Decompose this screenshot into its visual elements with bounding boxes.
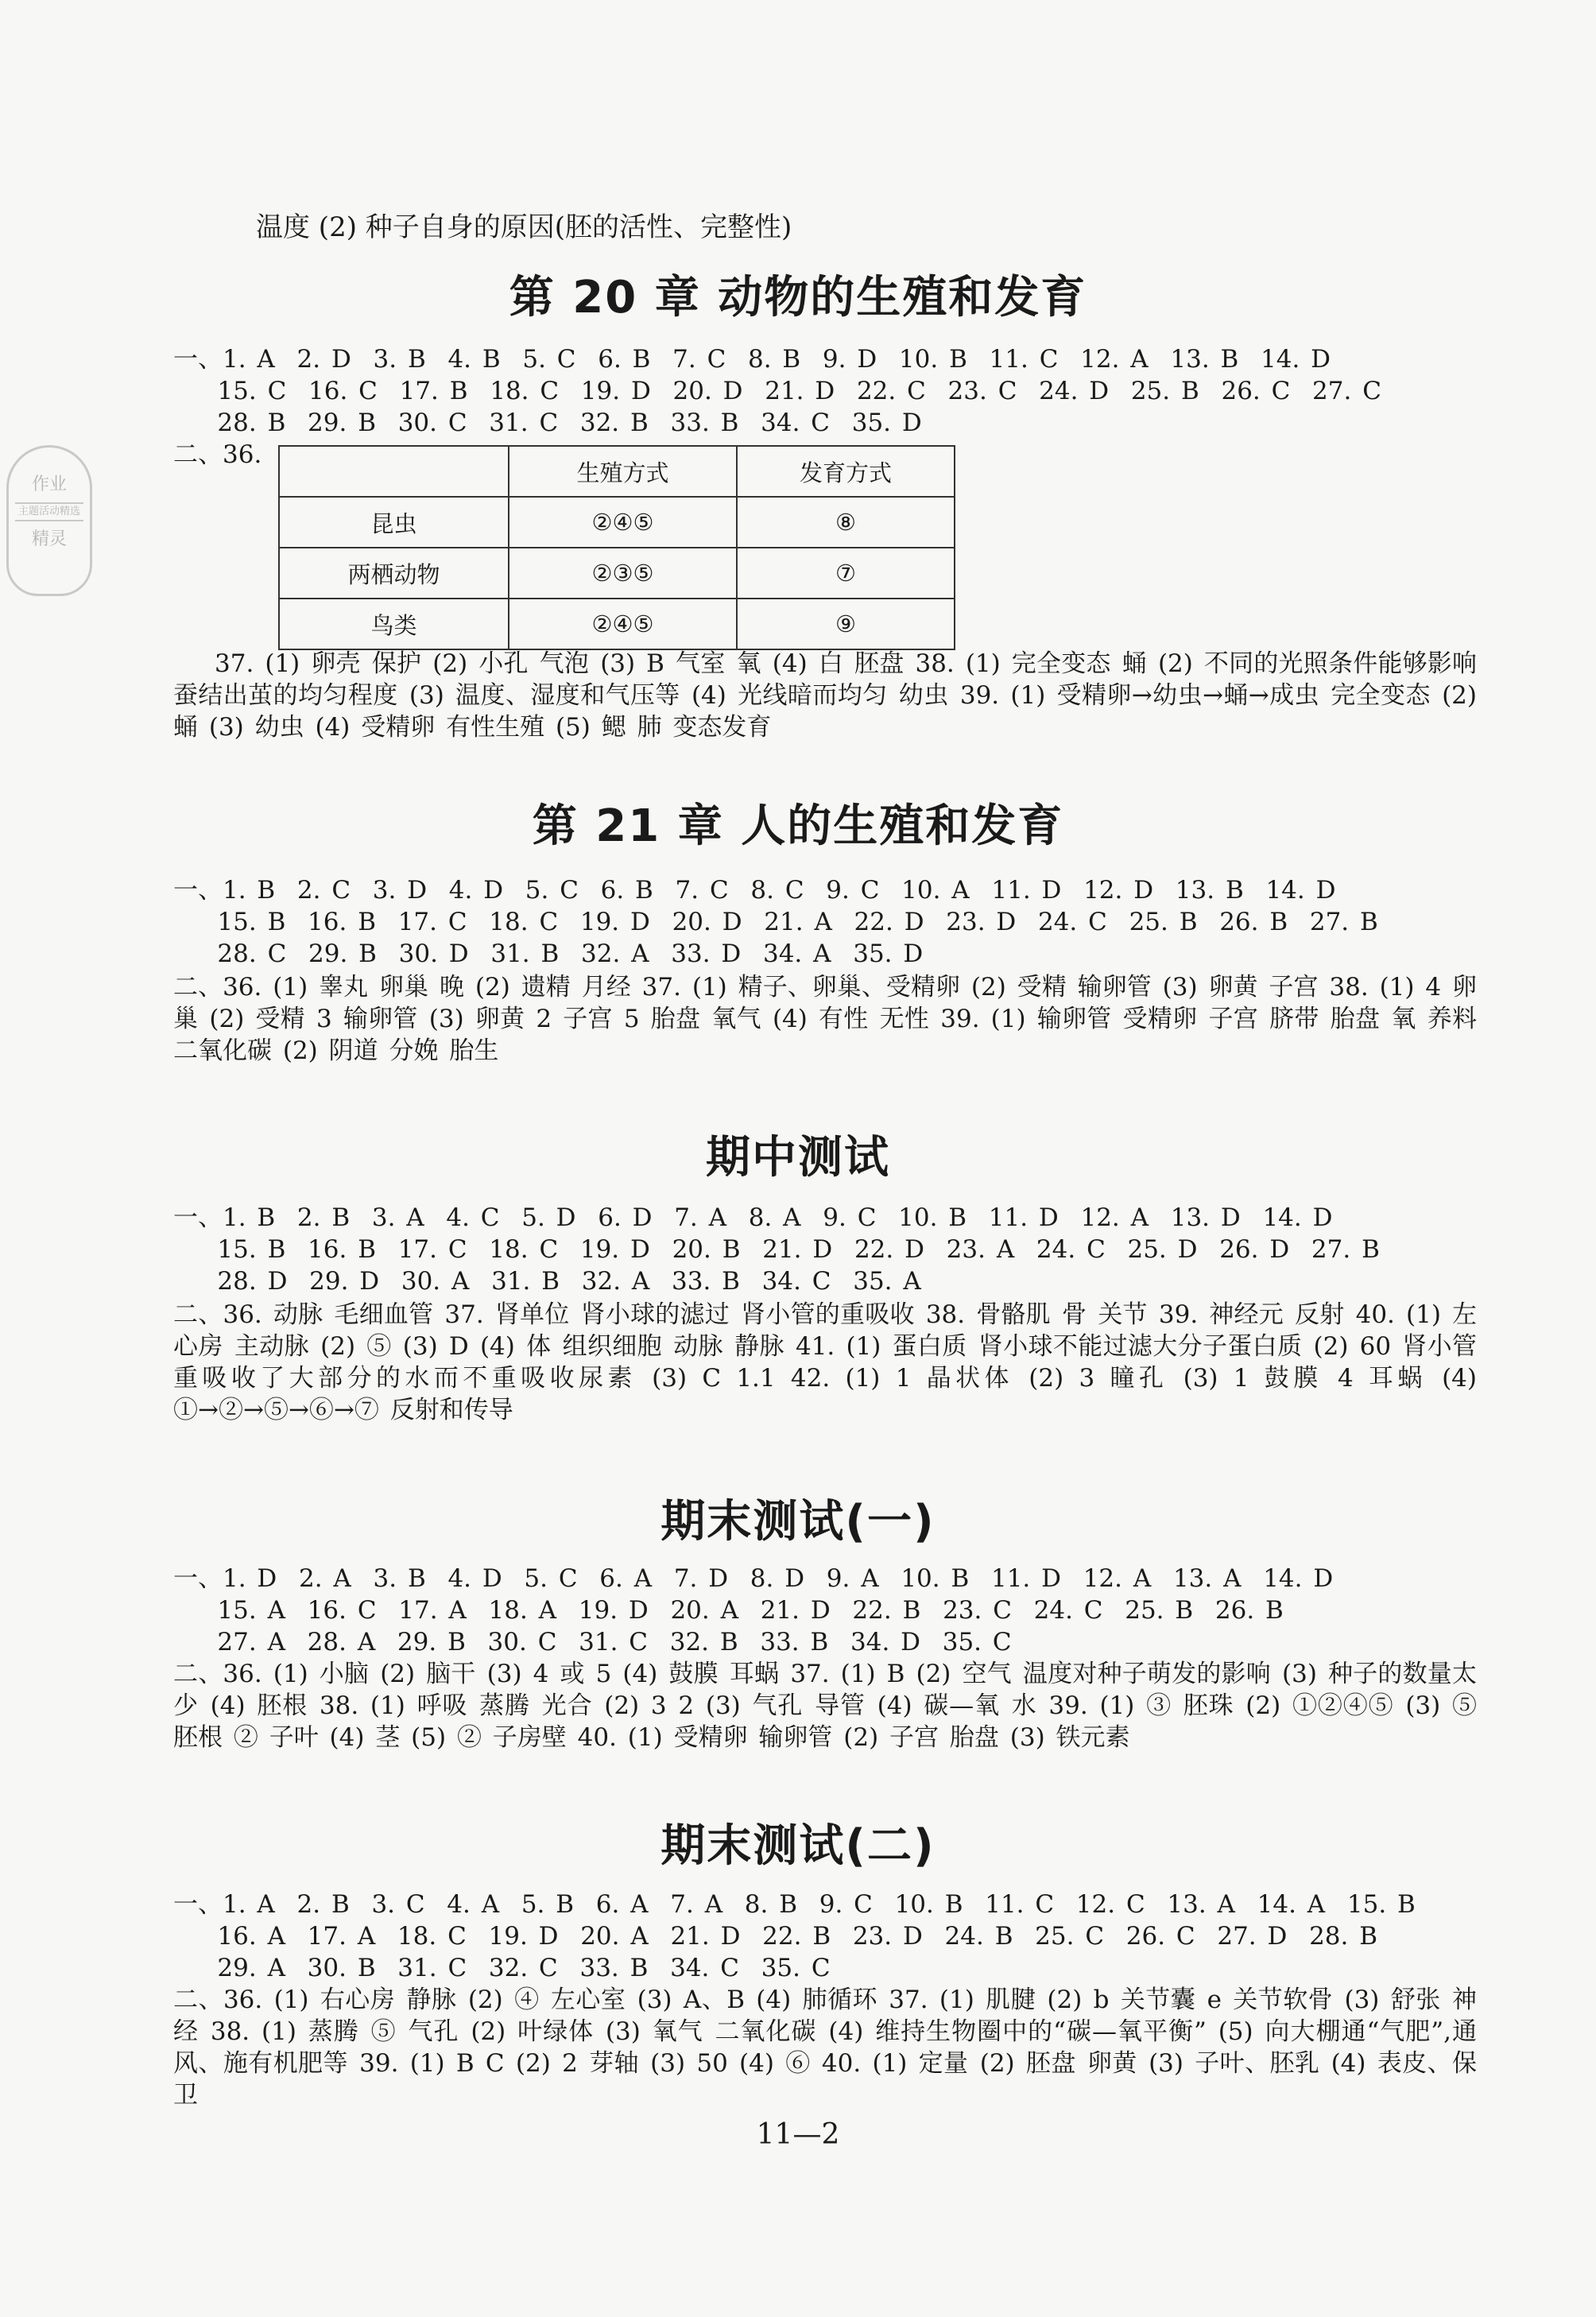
mc-line: 一、1. B 2. B 3. A 4. C 5. D 6. D 7. A 8. A 9. C 10. B 11. D 12. A 13. D 14. D [173,1203,1333,1232]
stamp-line2: 主题活动精选 [15,502,83,521]
table-cell: ②④⑤ [509,497,737,548]
fill-in-answers: 37. (1) 卵壳 保护 (2) 小孔 气泡 (3) B 气室 氧 (4) 白 胚盘 38. (1) 完全变态 蛹 (2) 不同的光照条件能够影响蚕结出茧的均匀程度 (3) 温度、湿度和气压等 (4) 光线暗而均匀 幼虫 39. (1) 受精卵→幼虫→蛹→成虫 完全变态 (2) 蛹 (3) 幼虫 (4) 受精卵 有性生殖 (5) 鳃 肺 变态发育 [173,649,1477,742]
page-number: 11—2 [756,2118,840,2151]
mc-line: 15. B 16. B 17. C 18. C 19. D 20. D 21. A 22. D 23. D 24. C 25. B 26. B 27. B [173,908,1378,936]
multiple-choice-answers [173,1202,1477,1297]
watermark-stamp [6,445,92,596]
table-cell: ⑨ [737,599,955,649]
mc-line: 29. A 30. B 31. C 32. C 33. B 34. C 35. C [173,1954,831,1982]
table-cell: 鸟类 [279,599,509,649]
stamp-line1: 作业 [31,475,67,494]
mc-line: 一、1. A 2. D 3. B 4. B 5. C 6. B 7. C 8. B 9. D 10. B 11. C 12. A 13. B 14. D [173,345,1331,374]
answer-table [278,445,955,650]
fill-in-answers: 二、36. (1) 右心房 静脉 (2) ④ 左心室 (3) A、B (4) 肺循环 37. (1) 肌腱 (2) b 关节囊 e 关节软骨 (3) 舒张 神经 38. (1) 蒸腾 ⑤ 气孔 (2) 叶绿体 (3) 氧气 二氧化碳 (4) 维持生物圈中的“碳—氧平衡” (5) 向大棚通“气肥”,通风、施有机肥等 39. (1) B C (2) 2 芽轴 (3) 50 (4) ⑥ 40. (1) 定量 (2) 胚盘 卵黄 (3) 子叶、胚乳 (4) 表皮、保卫 [173,1986,1477,2110]
chapter-title: 期末测试(二) [660,1820,936,1872]
intro-line: 温度 (2) 种子自身的原因(胚的活性、完整性) [256,211,792,243]
table-cell: ⑧ [737,497,955,548]
mc-line: 15. B 16. B 17. C 18. C 19. D 20. B 21. D 22. D 23. A 24. C 25. D 26. D 27. B [173,1235,1380,1264]
multiple-choice-answers [173,1563,1477,1658]
mc-line: 28. D 29. D 30. A 31. B 32. A 33. B 34. C 35. A [173,1267,921,1296]
chapter-title: 第 20 章 动物的生殖和发育 [509,272,1087,324]
mc-line: 一、1. D 2. A 3. B 4. D 5. C 6. A 7. D 8. D 9. A 10. B 11. D 12. A 13. A 14. D [173,1564,1334,1593]
chapter-title: 期中测试 [706,1132,890,1184]
table-row [279,446,955,497]
mc-line: 一、1. A 2. B 3. C 4. A 5. B 6. A 7. A 8. B 9. C 10. B 11. C 12. C 13. A 14. A 15. B [173,1890,1416,1919]
table-cell: 两栖动物 [279,548,509,599]
mc-line: 一、1. B 2. C 3. D 4. D 5. C 6. B 7. C 8. C 9. C 10. A 11. D 12. D 13. B 14. D [173,876,1336,905]
table-row [279,599,955,649]
mc-line: 28. C 29. B 30. D 31. B 32. A 33. D 34. A 35. D [173,940,924,968]
fill-in-answers: 二、36. 动脉 毛细血管 37. 肾单位 肾小球的滤过 肾小管的重吸收 38. 骨骼肌 骨 关节 39. 神经元 反射 40. (1) 左心房 主动脉 (2) ⑤ (3) D (4) 体 组织细胞 动脉 静脉 41. (1) 蛋白质 肾小球不能过滤大分子蛋白质 (2) 60 肾小管重吸收了大部分的水而不重吸收尿素 (3) C 1.1 42. (1) 1 晶状体 (2) 3 瞳孔 (3) 1 鼓膜 4 耳蜗 (4) ①→②→⑤→⑥→⑦ 反射和传导 [173,1300,1477,1424]
table-cell: ②④⑤ [509,599,737,649]
table-cell: ②③⑤ [509,548,737,599]
table-cell: 发育方式 [737,446,955,497]
table-cell [279,446,509,497]
stamp-line3: 精灵 [31,529,67,549]
chapter-title: 期末测试(一) [660,1496,936,1548]
mc-line: 15. A 16. C 17. A 18. A 19. D 20. A 21. D 22. B 23. C 24. C 25. B 26. B [173,1596,1284,1625]
mc-line: 27. A 28. A 29. B 30. C 31. C 32. B 33. B 34. D 35. C [173,1628,1012,1656]
q36-label: 二、36. [173,440,262,469]
mc-line: 28. B 29. B 30. C 31. C 32. B 33. B 34. C 35. D [173,409,922,437]
table-cell: 生殖方式 [509,446,737,497]
multiple-choice-answers [173,874,1477,970]
mc-line: 16. A 17. A 18. C 19. D 20. A 21. D 22. B 23. D 24. B 25. C 26. C 27. D 28. B [173,1922,1377,1951]
multiple-choice-answers [173,343,1477,439]
table-cell: 昆虫 [279,497,509,548]
table-row [279,497,955,548]
multiple-choice-answers [173,1889,1477,1984]
chapter-title: 第 21 章 人的生殖和发育 [532,800,1064,852]
fill-in-answers: 二、36. (1) 睾丸 卵巢 晚 (2) 遗精 月经 37. (1) 精子、卵巢、受精卵 (2) 受精 输卵管 (3) 卵黄 子宫 38. (1) 4 卵巢 (2) 受精 3 输卵管 (3) 卵黄 2 子宫 5 胎盘 氧气 (4) 有性 无性 39. (1) 输卵管 受精卵 子宫 脐带 胎盘 氧 养料 二氧化碳 (2) 阴道 分娩 胎生 [173,973,1477,1065]
table-cell: ⑦ [737,548,955,599]
mc-line: 15. C 16. C 17. B 18. C 19. D 20. D 21. D 22. C 23. C 24. D 25. B 26. C 27. C [173,377,1381,405]
fill-in-answers: 二、36. (1) 小脑 (2) 脑干 (3) 4 或 5 (4) 鼓膜 耳蜗 37. (1) B (2) 空气 温度对种子萌发的影响 (3) 种子的数量太少 (4) 胚根 38. (1) 呼吸 蒸腾 光合 (2) 3 2 (3) 气孔 导管 (4) 碳—氧 水 39. (1) ③ 胚珠 (2) ①②④⑤ (3) ⑤ 胚根 ② 子叶 (4) 茎 (5) ② 子房壁 40. (1) 受精卵 输卵管 (2) 子宫 胎盘 (3) 铁元素 [173,1660,1477,1752]
table-row [279,548,955,599]
